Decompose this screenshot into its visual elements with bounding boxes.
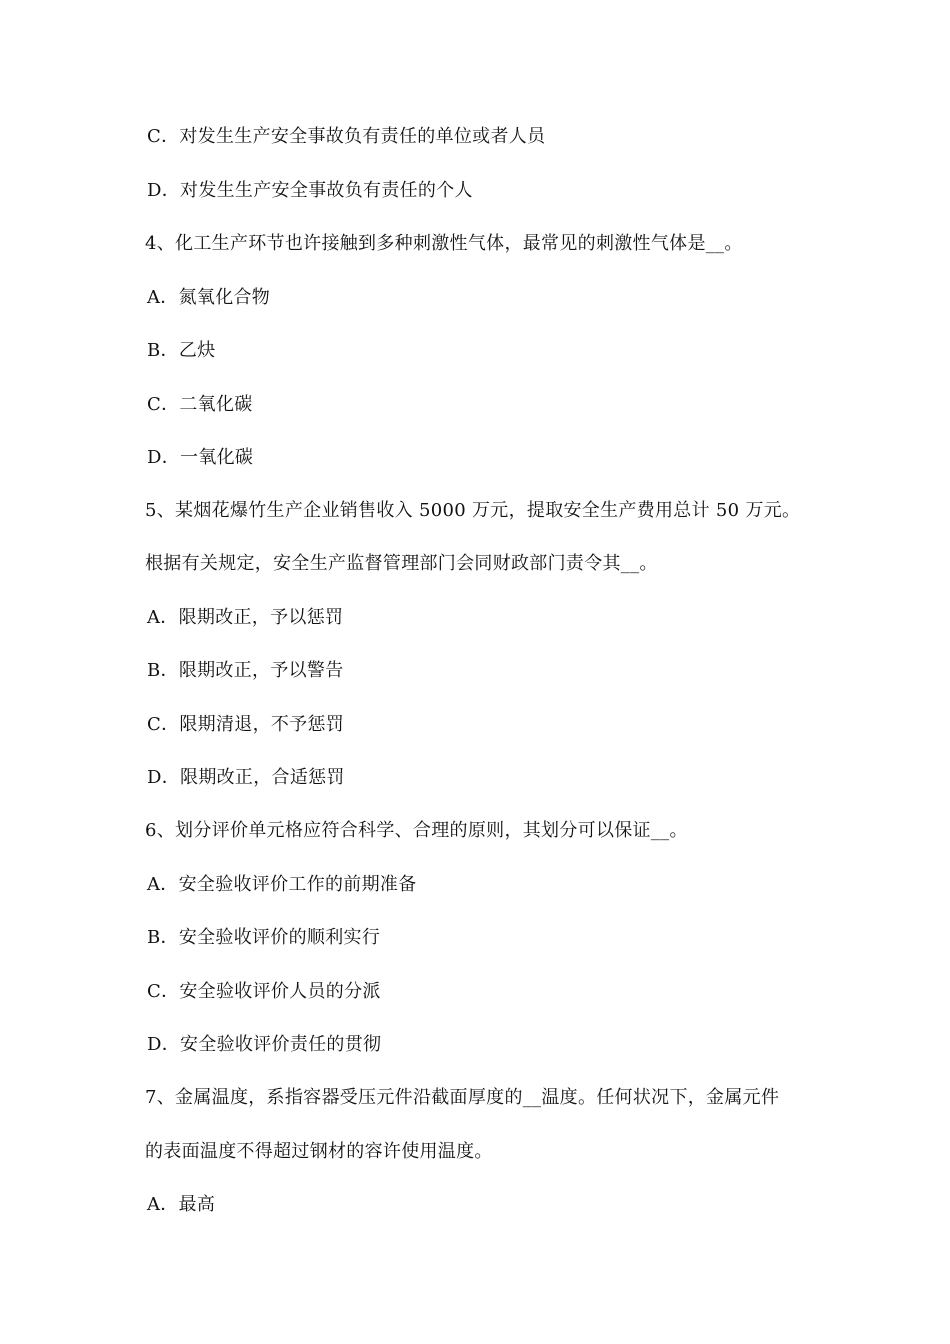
option-a-q6: A．安全验收评价工作的前期准备	[147, 874, 417, 895]
option-c-q6: C．安全验收评价人员的分派	[147, 981, 381, 1002]
question-5: 5、某烟花爆竹生产企业销售收入 5000 万元，提取安全生产费用总计 50 万元。	[145, 500, 801, 521]
question-7: 7、金属温度，系指容器受压元件沿截面厚度的__温度。任何状况下，金属元件	[145, 1087, 780, 1108]
question-4: 4、化工生产环节也许接触到多种刺激性气体，最常见的刺激性气体是__。	[145, 233, 743, 254]
option-c-q3: C．对发生生产安全事故负有责任的单位或者人员	[147, 126, 546, 147]
option-c-q5: C．限期清退，不予惩罚	[147, 714, 345, 735]
option-a-q5: A．限期改正，予以惩罚	[147, 607, 344, 628]
question-6: 6、划分评价单元格应符合科学、合理的原则，其划分可以保证__。	[145, 820, 688, 841]
option-d-q4: D．一氧化碳	[147, 447, 254, 468]
option-a-q7: A．最高	[147, 1194, 216, 1215]
question-7-continued: 的表面温度不得超过钢材的容许使用温度。	[145, 1141, 493, 1162]
option-b-q5: B．限期改正，予以警告	[147, 660, 344, 681]
option-b-q6: B．安全验收评价的顺利实行	[147, 927, 381, 948]
option-d-q5: D．限期改正，合适惩罚	[147, 767, 345, 788]
option-d-q6: D．安全验收评价责任的贯彻	[147, 1034, 382, 1055]
option-c-q4: C．二氧化碳	[147, 394, 253, 415]
option-a-q4: A．氮氧化合物	[147, 287, 271, 308]
question-5-continued: 根据有关规定，安全生产监督管理部门会同财政部门责令其__。	[145, 553, 658, 574]
option-b-q4: B．乙炔	[147, 340, 216, 361]
option-d-q3: D．对发生生产安全事故负有责任的个人	[147, 180, 473, 201]
